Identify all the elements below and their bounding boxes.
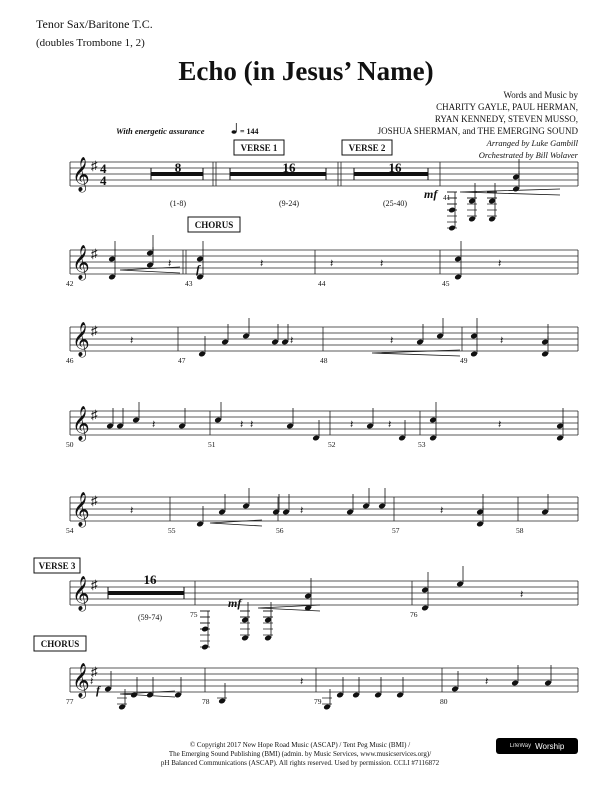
measure-number: 55 (168, 526, 176, 535)
measure-number: 44 (318, 279, 326, 288)
dynamic-mf: mf (424, 187, 438, 201)
measure-number: 50 (66, 440, 74, 449)
rest-icon: 𝄽 (440, 505, 444, 517)
treble-clef-icon: 𝄞 (72, 493, 90, 526)
rest-icon: 𝄽 (350, 419, 354, 431)
measure-number: 43 (185, 279, 193, 288)
rest-icon: 𝄽 (498, 419, 502, 431)
rehearsal-verse-3 (34, 558, 80, 573)
staff-system (70, 245, 578, 281)
rest-icon: 𝄽 (130, 335, 134, 347)
staff-system (70, 492, 578, 528)
treble-clef-icon: 𝄞 (72, 158, 90, 191)
rest-icon: 𝄽 (152, 419, 156, 431)
staff-system (70, 663, 578, 699)
rehearsal-verse-2 (342, 140, 392, 155)
multirest-range: (9-24) (279, 199, 299, 208)
svg-text:VERSE 1: VERSE 1 (240, 143, 278, 153)
measure-number: 57 (392, 526, 400, 535)
multirest-count: 8 (174, 160, 182, 175)
credit-line: Words and Music by (503, 90, 578, 100)
measure-number: 49 (460, 356, 468, 365)
measure-number: 78 (202, 697, 210, 706)
credit-line: CHARITY GAYLE, PAUL HERMAN, (436, 102, 578, 112)
rest-icon: 𝄽 (240, 419, 244, 431)
rest-icon: 𝄽 (520, 589, 524, 601)
svg-text:VERSE 3: VERSE 3 (38, 561, 76, 571)
copyright-line: pH Balanced Communications (ASCAP). All rights reserved. Used by permission. CCLI #7116872 (160, 759, 440, 767)
treble-clef-icon: 𝄞 (72, 323, 90, 356)
multimeasure-rest (108, 591, 184, 595)
sharp-key-signature-icon: ♯ (91, 246, 98, 261)
rest-icon: 𝄽 (498, 258, 502, 270)
credit-line: RYAN KENNEDY, STEVEN MUSSO, (434, 114, 578, 124)
svg-text:VERSE 2: VERSE 2 (348, 143, 386, 153)
credit-line: JOSHUA SHERMAN, and THE EMERGING SOUND (377, 126, 578, 136)
quarter-note-icon (232, 130, 237, 134)
tempo-bpm: = 144 (240, 127, 259, 136)
measure-number: 80 (440, 697, 448, 706)
measure-number: 77 (66, 697, 74, 706)
rest-icon: 𝄽 (390, 335, 394, 347)
sharp-key-signature-icon: ♯ (91, 158, 98, 173)
measure-number: 41 (443, 193, 451, 202)
rest-icon: 𝄽 (485, 676, 489, 688)
measure-number: 52 (328, 440, 336, 449)
measure-number: 58 (516, 526, 524, 535)
time-signature-bottom: 4 (100, 173, 107, 188)
treble-clef-icon: 𝄞 (72, 246, 90, 279)
measure-number: 54 (66, 526, 74, 535)
measure-number: 53 (418, 440, 426, 449)
orchestrator: Orchestrated by Bill Wolaver (478, 150, 578, 160)
measure-number: 45 (442, 279, 450, 288)
instrument-name: Tenor Sax/Baritone T.C. (36, 17, 153, 31)
rest-icon: 𝄽 (130, 505, 134, 517)
doubles-note: (doubles Trombone 1, 2) (36, 37, 145, 49)
rest-icon: 𝄽 (90, 676, 94, 688)
multirest-range: (25-40) (383, 199, 407, 208)
treble-clef-icon: 𝄞 (72, 407, 90, 440)
copyright-line: © Copyright 2017 New Hope Road Music (ASCAP) / Tent Peg Music (BMI) / (189, 741, 411, 749)
dynamic-mf: mf (228, 596, 242, 610)
rest-icon: 𝄽 (500, 335, 504, 347)
rest-icon: 𝄽 (300, 505, 304, 517)
measure-number: 79 (314, 697, 322, 706)
dynamic-f: f (196, 262, 200, 276)
sharp-key-signature-icon: ♯ (91, 664, 98, 679)
song-title: Echo (in Jesus’ Name) (178, 56, 434, 86)
copyright-line: The Emerging Sound Publishing (BMI) (admin. by Music Services, www.musicservices.org)/ (168, 750, 432, 758)
measure-number: 76 (410, 610, 418, 619)
multirest-range: (1-8) (170, 199, 186, 208)
treble-clef-icon: 𝄞 (72, 577, 90, 610)
multirest-count: 16 (143, 572, 157, 587)
multirest-range: (59-74) (138, 613, 162, 622)
rest-icon: 𝄽 (300, 676, 304, 688)
staff-system (70, 406, 578, 442)
rehearsal-verse-1 (234, 140, 284, 155)
sharp-key-signature-icon: ♯ (91, 493, 98, 508)
sharp-key-signature-icon: ♯ (91, 407, 98, 422)
svg-text:CHORUS: CHORUS (40, 639, 80, 649)
rehearsal-chorus-2 (34, 636, 86, 651)
rest-icon: 𝄽 (290, 335, 294, 347)
tempo-text: With energetic assurance (116, 126, 205, 136)
rest-icon: 𝄽 (380, 258, 384, 270)
measure-number: 75 (190, 610, 198, 619)
rest-icon: 𝄽 (388, 419, 392, 431)
arranger: Arranged by Luke Gambill (486, 138, 578, 148)
measure-number: 42 (66, 279, 74, 288)
multimeasure-rest (230, 172, 326, 176)
treble-clef-icon: 𝄞 (72, 664, 90, 697)
measure-number: 51 (208, 440, 216, 449)
rest-icon: 𝄽 (168, 258, 172, 270)
sharp-key-signature-icon: ♯ (91, 577, 98, 592)
svg-text:CHORUS: CHORUS (194, 220, 234, 230)
measure-number: 56 (276, 526, 284, 535)
rest-icon: 𝄽 (330, 258, 334, 270)
rehearsal-chorus-1 (188, 217, 240, 232)
dynamic-f: f (96, 683, 100, 697)
measure-number: 47 (178, 356, 186, 365)
publisher-logo: LifeWay Worship (496, 738, 578, 754)
sharp-key-signature-icon: ♯ (91, 323, 98, 338)
rest-icon: 𝄽 (250, 419, 254, 431)
multirest-count: 16 (388, 160, 402, 175)
rest-icon: 𝄽 (260, 258, 264, 270)
staff-system (70, 157, 578, 193)
time-signature-top: 4 (100, 161, 107, 176)
multirest-count: 16 (282, 160, 296, 175)
measure-number: 46 (66, 356, 74, 365)
measure-number: 48 (320, 356, 328, 365)
